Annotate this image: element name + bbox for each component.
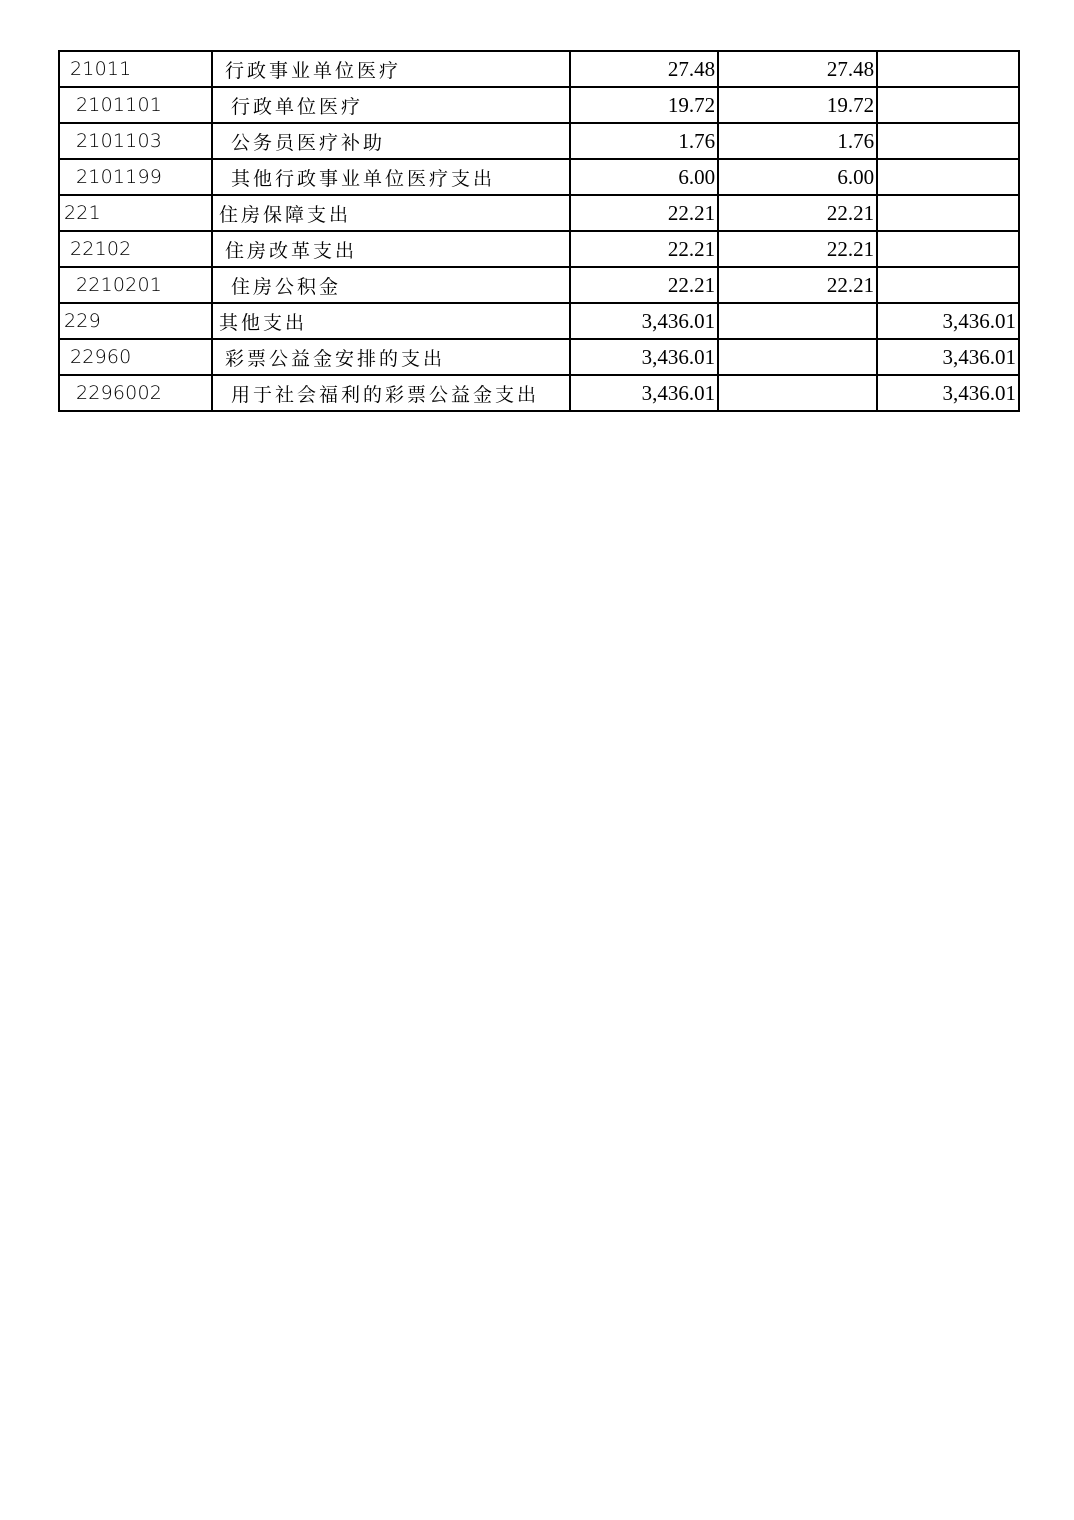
subject-name-cell: 住房保障支出 bbox=[212, 195, 570, 231]
expenditure-table bbox=[58, 50, 1020, 412]
subject-code-cell: 2101103 bbox=[59, 123, 212, 159]
subject-name-cell: 其他行政事业单位医疗支出 bbox=[212, 159, 570, 195]
project-expenditure-cell bbox=[877, 87, 1019, 123]
basic-expenditure-cell: 22.21 bbox=[718, 231, 877, 267]
subject-name-cell: 彩票公益金安排的支出 bbox=[212, 339, 570, 375]
subject-name-cell: 其他支出 bbox=[212, 303, 570, 339]
total-amount-cell: 3,436.01 bbox=[570, 303, 718, 339]
total-amount-cell: 22.21 bbox=[570, 195, 718, 231]
subject-code-cell: 22960 bbox=[59, 339, 212, 375]
total-amount-cell: 19.72 bbox=[570, 87, 718, 123]
subject-code-cell: 2210201 bbox=[59, 267, 212, 303]
basic-expenditure-cell bbox=[718, 375, 877, 411]
basic-expenditure-cell bbox=[718, 303, 877, 339]
total-amount-cell: 6.00 bbox=[570, 159, 718, 195]
project-expenditure-cell bbox=[877, 51, 1019, 87]
project-expenditure-cell bbox=[877, 267, 1019, 303]
subject-code-cell: 221 bbox=[59, 195, 212, 231]
basic-expenditure-cell: 6.00 bbox=[718, 159, 877, 195]
project-expenditure-cell bbox=[877, 231, 1019, 267]
table-row bbox=[59, 303, 1019, 339]
subject-code-cell: 21011 bbox=[59, 51, 212, 87]
subject-code-cell: 2101101 bbox=[59, 87, 212, 123]
total-amount-cell: 3,436.01 bbox=[570, 339, 718, 375]
table-row bbox=[59, 195, 1019, 231]
total-amount-cell: 3,436.01 bbox=[570, 375, 718, 411]
table-row bbox=[59, 87, 1019, 123]
table-row bbox=[59, 51, 1019, 87]
basic-expenditure-cell: 19.72 bbox=[718, 87, 877, 123]
basic-expenditure-cell: 1.76 bbox=[718, 123, 877, 159]
subject-name-cell: 行政单位医疗 bbox=[212, 87, 570, 123]
subject-name-cell: 住房公积金 bbox=[212, 267, 570, 303]
table-row bbox=[59, 231, 1019, 267]
project-expenditure-cell bbox=[877, 123, 1019, 159]
project-expenditure-cell: 3,436.01 bbox=[877, 303, 1019, 339]
subject-code-cell: 2296002 bbox=[59, 375, 212, 411]
total-amount-cell: 22.21 bbox=[570, 267, 718, 303]
subject-name-cell: 用于社会福利的彩票公益金支出 bbox=[212, 375, 570, 411]
subject-code-cell: 2101199 bbox=[59, 159, 212, 195]
basic-expenditure-cell bbox=[718, 339, 877, 375]
total-amount-cell: 1.76 bbox=[570, 123, 718, 159]
subject-code-cell: 22102 bbox=[59, 231, 212, 267]
total-amount-cell: 27.48 bbox=[570, 51, 718, 87]
subject-name-cell: 住房改革支出 bbox=[212, 231, 570, 267]
project-expenditure-cell: 3,436.01 bbox=[877, 375, 1019, 411]
total-amount-cell: 22.21 bbox=[570, 231, 718, 267]
subject-code-cell: 229 bbox=[59, 303, 212, 339]
project-expenditure-cell: 3,436.01 bbox=[877, 339, 1019, 375]
basic-expenditure-cell: 27.48 bbox=[718, 51, 877, 87]
basic-expenditure-cell: 22.21 bbox=[718, 267, 877, 303]
subject-name-cell: 公务员医疗补助 bbox=[212, 123, 570, 159]
project-expenditure-cell bbox=[877, 195, 1019, 231]
subject-name-cell: 行政事业单位医疗 bbox=[212, 51, 570, 87]
table-row bbox=[59, 339, 1019, 375]
basic-expenditure-cell: 22.21 bbox=[718, 195, 877, 231]
table-row bbox=[59, 375, 1019, 411]
table-row bbox=[59, 123, 1019, 159]
project-expenditure-cell bbox=[877, 159, 1019, 195]
table-row bbox=[59, 159, 1019, 195]
table-row bbox=[59, 267, 1019, 303]
